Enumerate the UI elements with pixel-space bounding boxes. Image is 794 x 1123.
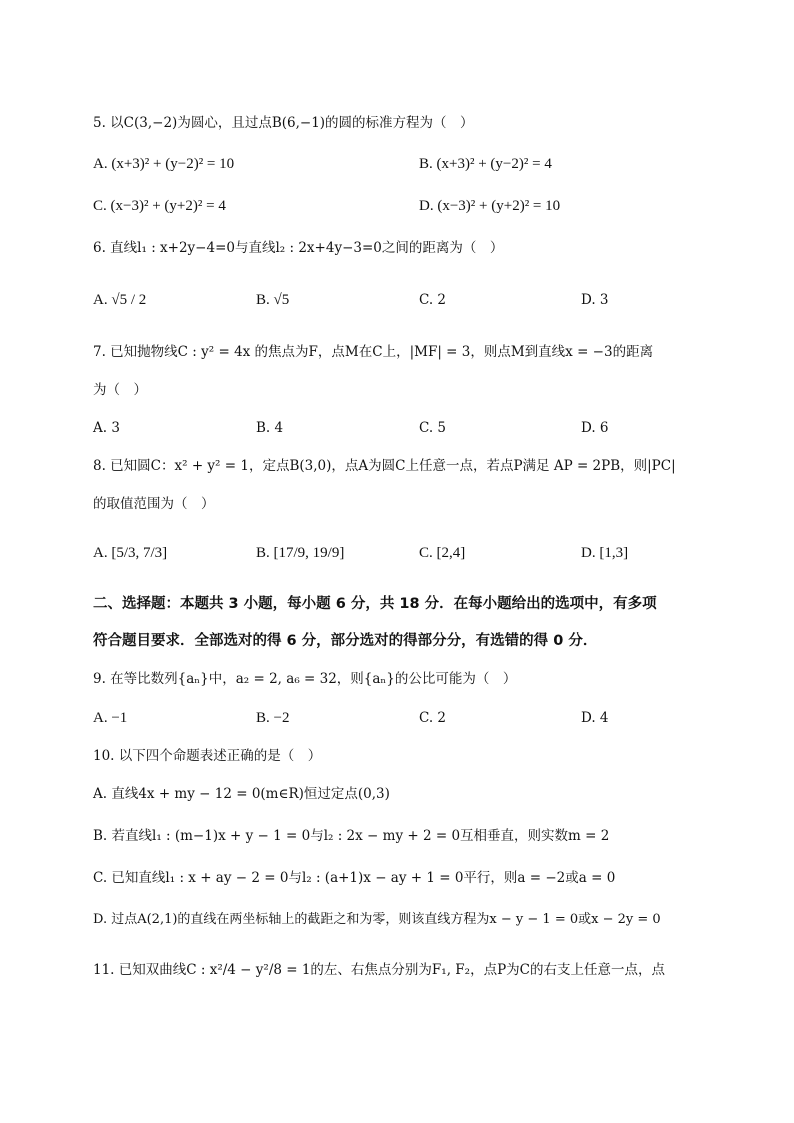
section2-heading-line1: 二、选择题：本题共 3 小题，每小题 6 分，共 18 分．在每小题给出的选项中，有多项 [93,596,657,612]
q8-option-c: C. [2,4] [419,545,466,561]
q8-option-d: D. [1,3] [581,545,629,561]
q7-option-a: A. 3 [93,420,120,436]
q10-option-c: C. 已知直线l₁ : x + ay − 2 = 0与l₂ : (a+1)x − ay + 1 = 0平行，则a = −2或a = 0 [93,870,616,886]
q7-option-b: B. 4 [256,420,284,436]
q9-option-d: D. 4 [581,710,609,726]
q7-stem-line1: 7. 已知抛物线C : y² = 4x 的焦点为F，点M在C上，|MF| = 3，则点M到直线x = −3的距离 [93,344,654,360]
q8-option-b: B. [17/9, 19/9] [256,545,345,561]
q9-option-b: B. −2 [256,710,290,726]
q10-option-d: D. 过点A(2,1)的直线在两坐标轴上的截距之和为零，则该直线方程为x − y − 1 = 0或x − 2y = 0 [93,912,661,927]
q6-option-a: A. √5 / 2 [93,292,147,308]
q8-option-a: A. [5/3, 7/3] [93,545,168,561]
q6-option-d: D. 3 [581,292,609,308]
q9-stem: 9. 在等比数列{aₙ}中，a₂ = 2, a₆ = 32，则{aₙ}的公比可能为（ ） [93,671,517,687]
q8-stem-line2: 的取值范围为（ ） [93,496,215,512]
q9-option-a: A. −1 [93,710,128,726]
q8-stem-line1: 8. 已知圆C：x² + y² = 1，定点B(3,0)，点A为圆C上任意一点，若点P满足 AP = 2PB，则|PC| [93,458,676,474]
q7-stem-line2: 为（ ） [93,382,147,398]
q9-option-c: C. 2 [419,710,447,726]
q6-stem: 6. 直线l₁ : x+2y−4=0与直线l₂ : 2x+4y−3=0之间的距离为（ ） [93,240,504,256]
q5-option-d: D. (x−3)² + (y+2)² = 10 [419,198,561,214]
q10-option-b: B. 若直线l₁ : (m−1)x + y − 1 = 0与l₂ : 2x − my + 2 = 0互相垂直，则实数m = 2 [93,828,610,844]
q6-option-b: B. √5 [256,292,290,308]
q11-stem: 11. 已知双曲线C : x²/4 − y²/8 = 1的左、右焦点分别为F₁, F₂，点P为C的右支上任意一点，点 [93,962,665,978]
q5-option-b: B. (x+3)² + (y−2)² = 4 [419,156,552,172]
q7-option-c: C. 5 [419,420,447,436]
q10-stem: 10. 以下四个命题表述正确的是（ ） [93,748,322,764]
section2-heading-line2: 符合题目要求．全部选对的得 6 分，部分选对的得部分分，有选错的得 0 分． [93,633,598,649]
q5-option-a: A. (x+3)² + (y−2)² = 10 [93,156,235,172]
q10-option-a: A. 直线4x + my − 12 = 0(m∈R)恒过定点(0,3) [93,786,390,802]
q5-stem: 5. 以C(3,−2)为圆心，且过点B(6,−1)的圆的标准方程为（ ） [93,115,474,131]
q7-option-d: D. 6 [581,420,609,436]
q6-option-c: C. 2 [419,292,447,308]
q5-option-c: C. (x−3)² + (y+2)² = 4 [93,198,226,214]
